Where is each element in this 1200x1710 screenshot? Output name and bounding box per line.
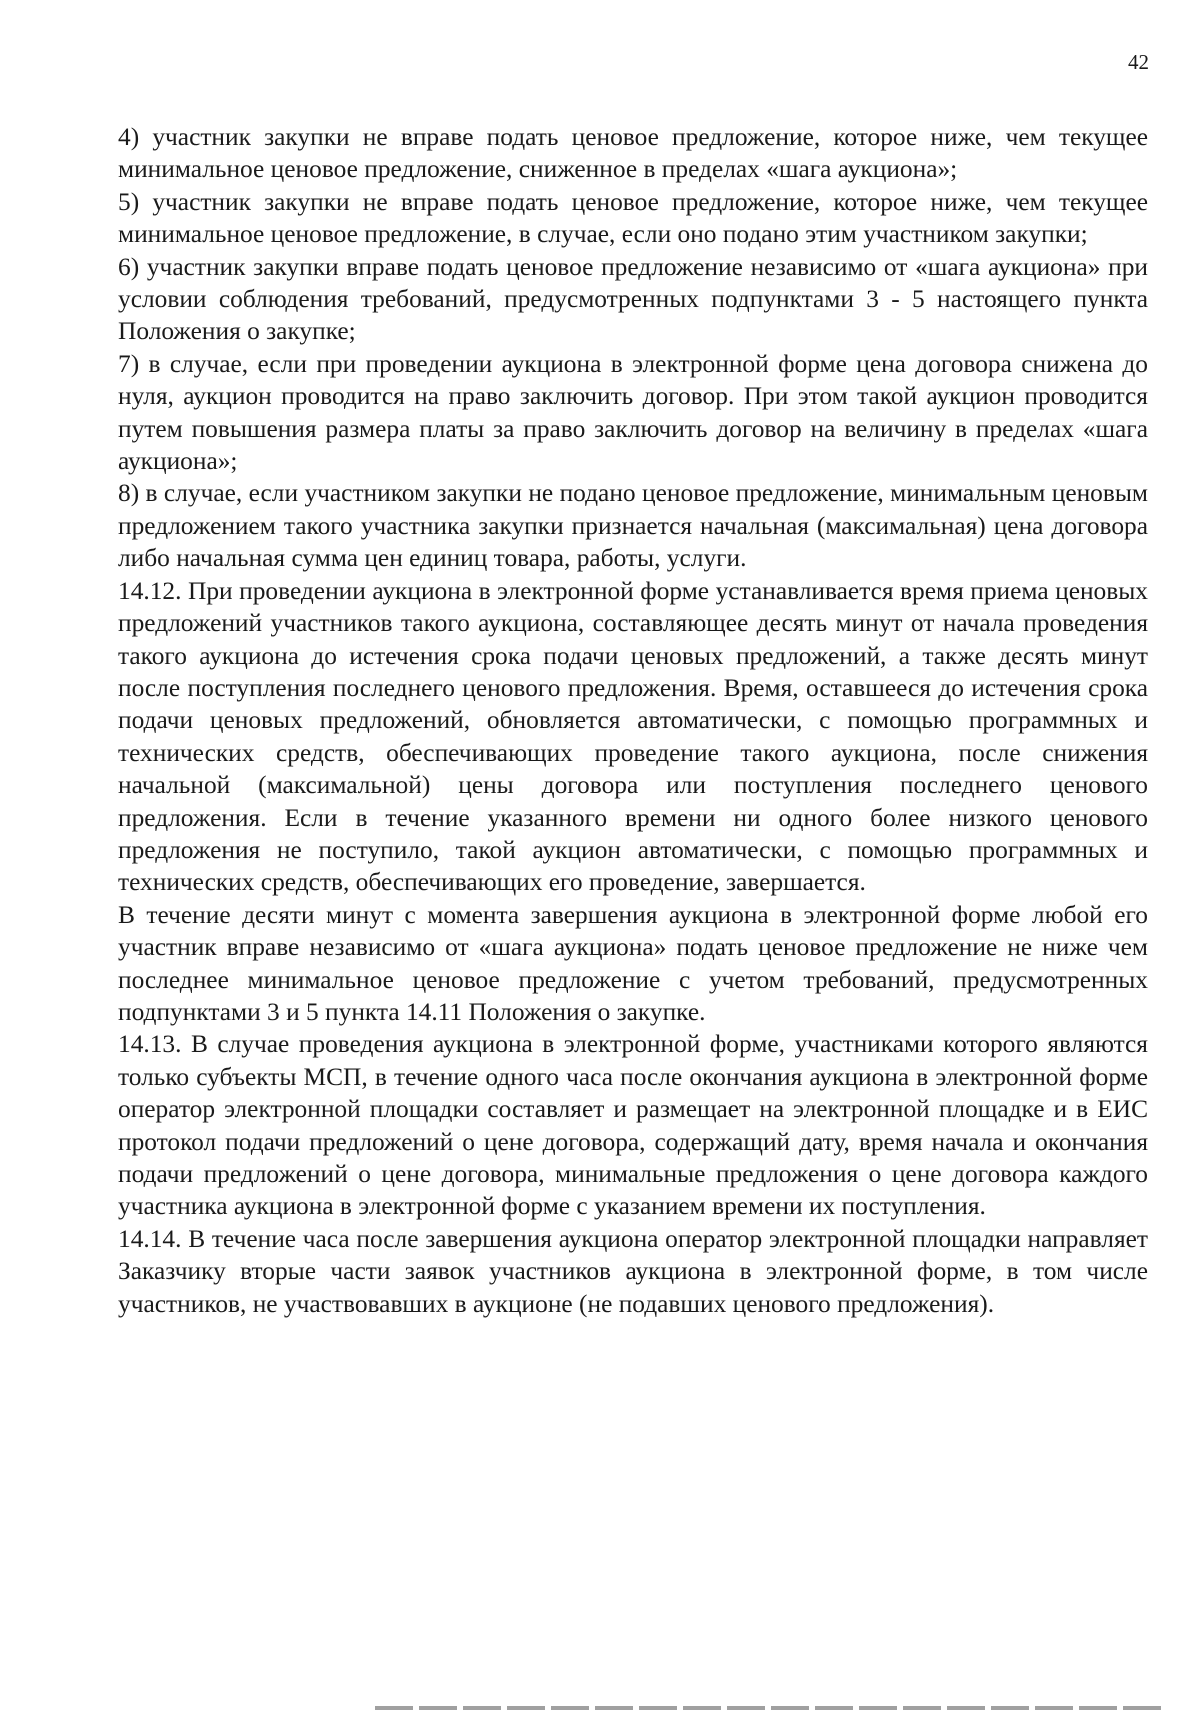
document-body bbox=[118, 121, 1148, 1320]
page-number: 42 bbox=[1128, 50, 1149, 74]
paragraph-item-5: 5) участник закупки не вправе подать ценовое предложение, которое ниже, чем текущее минимальное ценовое предложение, в случае, если оно подано этим участником закупки; bbox=[118, 187, 1148, 249]
scan-edge-artifact bbox=[375, 1706, 1165, 1710]
paragraph-item-6: 6) участник закупки вправе подать ценовое предложение независимо от «шага аукциона» при условии соблюдения требований, предусмотренных подпунктами 3 - 5 настоящего пункта Положения о закупке; bbox=[118, 252, 1148, 346]
paragraph-14-12-continuation: В течение десяти минут с момента завершения аукциона в электронной форме любой его участник вправе независимо от «шага аукциона» подать ценовое предложение не ниже чем последнее минимальное ценовое предложение с учетом требований, предусмотренных подпунктами 3 и 5 пункта 14.11 Положения о закупке. bbox=[118, 900, 1148, 1026]
paragraph-14-14: 14.14. В течение часа после завершения аукциона оператор электронной площадки направляет Заказчику вторые части заявок участников аукциона в электронной форме, в том числе участников, не участвовавших в аукционе (не подавших ценового предложения). bbox=[118, 1224, 1148, 1318]
paragraph-14-13: 14.13. В случае проведения аукциона в электронной форме, участниками которого являются только субъекты МСП, в течение одного часа после окончания аукциона в электронной форме оператор электронной площадки составляет и размещает на электронной площадке и в ЕИС протокол подачи предложений о цене договора, содержащий дату, время начала и окончания подачи предложений о цене договора, минимальные предложения о цене договора каждого участника аукциона в электронной форме с указанием времени их поступления. bbox=[118, 1030, 1148, 1221]
paragraph-item-7: 7) в случае, если при проведении аукциона в электронной форме цена договора снижена до нуля, аукцион проводится на право заключить договор. При этом такой аукцион проводится путем повышения размера платы за право заключить договор на величину в пределах «шага аукциона»; bbox=[118, 349, 1148, 476]
paragraph-item-8: 8) в случае, если участником закупки не подано ценовое предложение, минимальным ценовым предложением такого участника закупки признается начальная (максимальная) цена договора либо начальная сумма цен единиц товара, работы, услуги. bbox=[118, 479, 1148, 573]
paragraph-14-12: 14.12. При проведении аукциона в электронной форме устанавливается время приема ценовых предложений участников такого аукциона, составляющее десять минут от начала проведения такого аукциона до истечения срока подачи ценовых предложений, а также десять минут после поступления последнего ценового предложения. Время, оставшееся до истечения срока подачи ценовых предложений, обновляется автоматически, с помощью программных и технических средств, обеспечивающих проведение такого аукциона, после снижения начальной (максимальной) цены договора или поступления последнего ценового предложения. Если в течение указанного времени ни одного более низкого ценового предложения не поступило, такой аукцион автоматически, с помощью программных и технических средств, обеспечивающих его проведение, завершается. bbox=[118, 576, 1148, 897]
paragraph-item-4: 4) участник закупки не вправе подать ценовое предложение, которое ниже, чем текущее минимальное ценовое предложение, сниженное в пределах «шага аукциона»; bbox=[118, 123, 1148, 184]
